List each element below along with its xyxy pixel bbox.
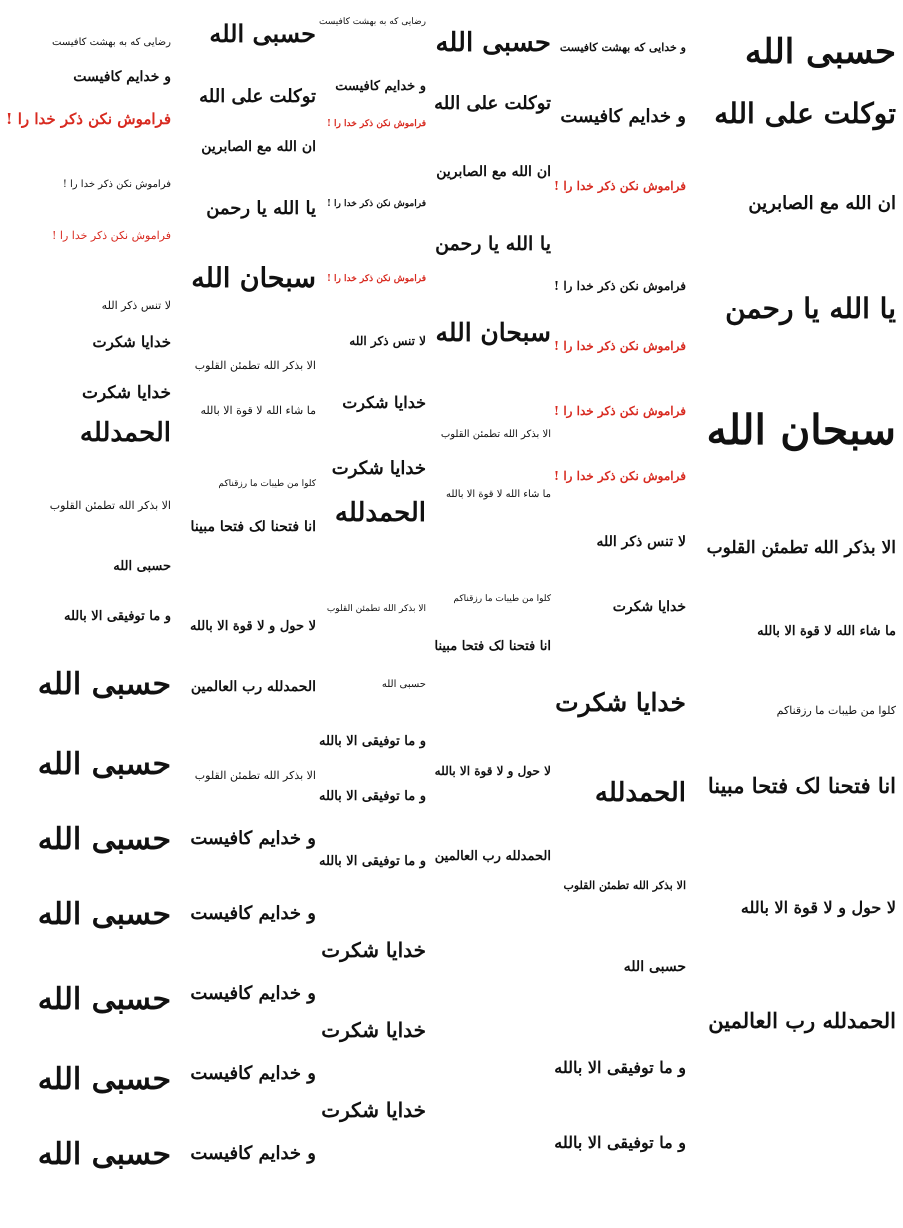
calligraphy-phrase: حسبی الله — [113, 559, 171, 574]
calligraphy-phrase: و ما توفیقی الا بالله — [318, 734, 426, 749]
calligraphy-phrase: سبحان الله — [706, 406, 896, 454]
calligraphy-column-1 — [0, 0, 175, 1228]
calligraphy-phrase: حسبی الله — [37, 1137, 171, 1172]
calligraphy-phrase: لا تنس ذکر الله — [349, 334, 426, 348]
calligraphy-phrase: توکلت علی الله — [434, 93, 551, 114]
calligraphy-phrase: فراموش نکن ذکر خدا را ! — [553, 469, 686, 483]
calligraphy-phrase: ان الله مع الصابرین — [436, 164, 551, 180]
calligraphy-phrase: یا الله یا رحمن — [435, 233, 551, 255]
calligraphy-phrase: و ما توفیقی الا بالله — [318, 854, 426, 869]
calligraphy-phrase: رضایی که به بهشت کافیست — [52, 37, 171, 48]
calligraphy-phrase: الحمدلله — [79, 418, 171, 448]
calligraphy-phrase: فراموش نکن ذکر خدا را ! — [553, 404, 686, 418]
calligraphy-phrase: سبحان الله — [435, 318, 551, 347]
calligraphy-phrase: الا بذکر الله تطمئن القلوب — [194, 359, 316, 372]
calligraphy-phrase: الا بذکر الله تطمئن القلوب — [49, 499, 171, 512]
calligraphy-phrase: انا فتحنا لک فتحا مبینا — [707, 773, 896, 798]
calligraphy-phrase: لا حول و لا قوة الا بالله — [740, 898, 896, 917]
calligraphy-phrase: سبحان الله — [191, 263, 316, 294]
calligraphy-column-5 — [550, 0, 690, 1228]
calligraphy-phrase: خدایا شکرت — [321, 938, 426, 962]
calligraphy-phrase: خدایا شکرت — [612, 599, 686, 615]
calligraphy-phrase: حسبی الله — [37, 982, 171, 1017]
calligraphy-phrase: خدایا شکرت — [331, 458, 426, 479]
calligraphy-phrase: حسبی الله — [744, 32, 896, 72]
calligraphy-phrase: فراموش نکن ذکر خدا را ! — [326, 274, 426, 284]
calligraphy-phrase: خدایا شکرت — [321, 1018, 426, 1042]
calligraphy-phrase: و خدایم کافیست — [190, 1063, 316, 1084]
calligraphy-phrase: حسبی الله — [209, 19, 316, 48]
calligraphy-phrase: انا فتحنا لک فتحا مبینا — [190, 519, 316, 535]
calligraphy-phrase: و خدایم کافیست — [190, 903, 316, 924]
calligraphy-phrase: حسبی الله — [623, 959, 686, 975]
calligraphy-phrase: ما شاء الله لا قوة الا بالله — [200, 404, 316, 417]
calligraphy-phrase: خدایا شکرت — [321, 1098, 426, 1122]
calligraphy-phrase: و خدایم کافیست — [190, 983, 316, 1004]
calligraphy-phrase: الحمدلله رب العالمین — [434, 849, 551, 864]
calligraphy-phrase: توکلت علی الله — [199, 86, 316, 107]
calligraphy-phrase: و ما توفیقی الا بالله — [554, 1133, 686, 1152]
calligraphy-phrase: الا بذکر الله تطمئن القلوب — [326, 604, 426, 614]
calligraphy-phrase: ما شاء الله لا قوة الا بالله — [757, 624, 896, 639]
calligraphy-phrase: خدایا شکرت — [81, 383, 171, 403]
calligraphy-phrase: و خدایم کافیست — [560, 106, 686, 127]
calligraphy-phrase: لا حول و لا قوة الا بالله — [189, 619, 316, 634]
calligraphy-phrase: و خدایم کافیست — [73, 69, 171, 85]
calligraphy-phrase: کلوا من طیبات ما رزقناکم — [218, 479, 316, 489]
calligraphy-phrase: حسبی الله — [381, 679, 426, 690]
calligraphy-phrase: و خدایی که بهشت کافیست — [559, 41, 686, 54]
calligraphy-phrase: ان الله مع الصابرین — [201, 139, 316, 155]
calligraphy-phrase: فراموش نکن ذکر خدا را ! — [553, 279, 686, 293]
calligraphy-column-2 — [185, 0, 320, 1228]
calligraphy-phrase: خدایا شکرت — [555, 688, 686, 717]
calligraphy-phrase: الا بذکر الله تطمئن القلوب — [194, 769, 316, 782]
calligraphy-phrase: توکلت علی الله — [714, 97, 896, 130]
calligraphy-phrase: و خدایم کافیست — [190, 828, 316, 849]
calligraphy-phrase: یا الله یا رحمن — [206, 198, 316, 219]
calligraphy-phrase: حسبی الله — [435, 28, 551, 58]
calligraphy-phrase: خدایا شکرت — [342, 393, 426, 412]
calligraphy-phrase: ما شاء الله لا قوة الا بالله — [445, 489, 551, 500]
calligraphy-phrase: لا حول و لا قوة الا بالله — [434, 764, 551, 778]
calligraphy-phrase: فراموش نکن ذکر خدا را ! — [553, 339, 686, 353]
calligraphy-phrase: الحمدلله — [334, 498, 426, 528]
calligraphy-phrase: ان الله مع الصابرین — [748, 193, 896, 214]
calligraphy-phrase: الا بذکر الله تطمئن القلوب — [440, 429, 551, 440]
calligraphy-phrase: فراموش نکن ذکر خدا را ! — [51, 229, 171, 242]
calligraphy-phrase: انا فتحنا لک فتحا مبینا — [434, 639, 551, 654]
calligraphy-column-6 — [700, 0, 900, 1228]
calligraphy-column-3 — [315, 0, 430, 1228]
calligraphy-phrase: الحمدلله رب العالمین — [708, 1008, 896, 1033]
calligraphy-phrase: حسبی الله — [37, 1062, 171, 1097]
calligraphy-phrase: فراموش نکن ذکر خدا را ! — [326, 199, 426, 209]
calligraphy-phrase: فراموش نکن ذکر خدا را ! — [326, 119, 426, 129]
calligraphy-phrase: یا الله یا رحمن — [725, 292, 896, 325]
calligraphy-phrase: الا بذکر الله تطمئن القلوب — [706, 538, 896, 558]
calligraphy-phrase: الحمدلله — [594, 778, 686, 808]
calligraphy-phrase: حسبی الله — [37, 822, 171, 857]
calligraphy-phrase: لا تنس ذکر الله — [101, 299, 171, 312]
calligraphy-phrase: و خدایم کافیست — [335, 79, 426, 94]
calligraphy-phrase: کلوا من طیبات ما رزقناکم — [776, 704, 896, 717]
calligraphy-phrase: حسبی الله — [37, 667, 171, 702]
calligraphy-column-4 — [430, 0, 555, 1228]
calligraphy-phrase: و ما توفیقی الا بالله — [63, 609, 171, 624]
calligraphy-phrase: حسبی الله — [37, 747, 171, 782]
calligraphy-phrase: کلوا من طیبات ما رزقناکم — [453, 594, 551, 604]
calligraphy-phrase: حسبی الله — [37, 897, 171, 932]
calligraphy-phrase: لا تنس ذکر الله — [596, 534, 686, 550]
calligraphy-phrase: و خدایم کافیست — [190, 1143, 316, 1164]
calligraphy-phrase: الحمدلله رب العالمین — [190, 679, 316, 695]
calligraphy-phrase: خدایا شکرت — [92, 333, 171, 351]
calligraphy-phrase: و ما توفیقی الا بالله — [318, 789, 426, 804]
calligraphy-phrase: فراموش نکن ذکر خدا را ! — [553, 179, 686, 193]
calligraphy-phrase: رضایی که به بهشت کافیست — [318, 17, 426, 27]
calligraphy-phrase: فراموش نکن ذکر خدا را ! — [5, 110, 171, 128]
calligraphy-phrase: فراموش نکن ذکر خدا را ! — [62, 179, 171, 190]
calligraphy-phrase: الا بذکر الله تطمئن القلوب — [563, 879, 686, 892]
calligraphy-phrase: و ما توفیقی الا بالله — [554, 1058, 686, 1077]
